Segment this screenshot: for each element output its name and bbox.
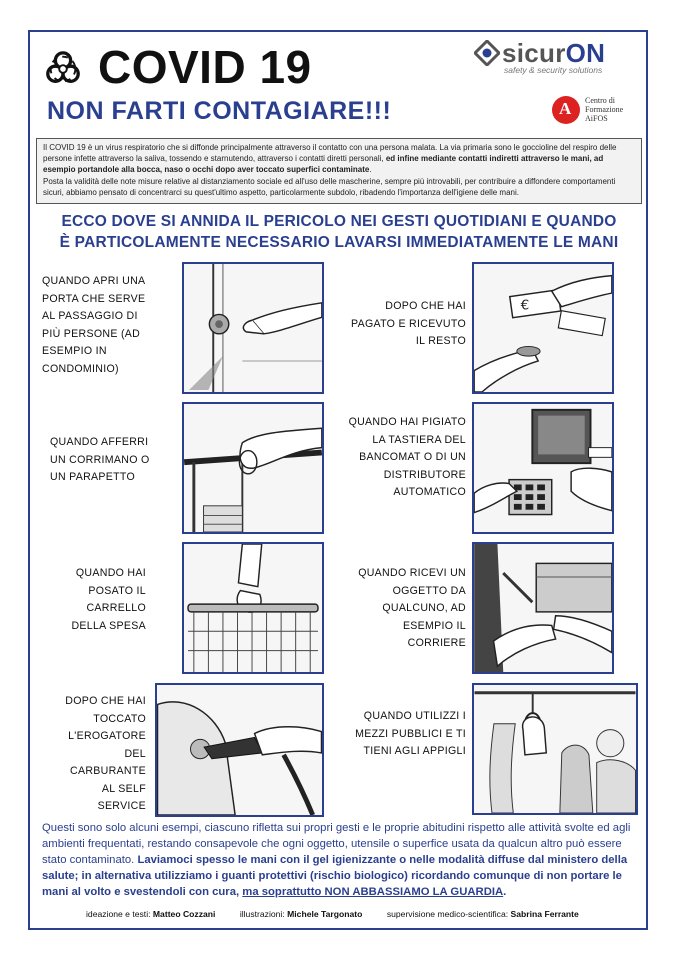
- credit-sup-author: Sabrina Ferrante: [510, 909, 579, 919]
- illustration-door: [182, 262, 324, 394]
- svg-text:€: €: [520, 297, 530, 314]
- intro-text-1: Il COVID 19 è un virus respiratorio che si diffonde principalmente attraverso il contatto con una persona malata. La via primaria sono le goccioline del respiro delle persone infette attraverso la saliva, tossendo e starnutendo, attraverso i contatti diretti personali,: [43, 143, 617, 164]
- page-subtitle: NON FARTI CONTAGIARE!!!: [47, 97, 392, 125]
- intro-box: [36, 138, 642, 204]
- illustration-transport: [472, 683, 638, 815]
- aifos-logo: [552, 96, 632, 132]
- credit-sup-label: supervisione medico-scientifica:: [386, 909, 511, 919]
- illustration-payment: [472, 262, 614, 394]
- credits: [86, 909, 579, 919]
- credit-text-author: Matteo Cozzani: [152, 909, 216, 919]
- caption-transport: QUANDO UTILIZZI I MEZZI PUBBLICI E TI TIENI AGLI APPIGLI: [355, 710, 466, 757]
- footer-text-bold: Laviamoci spesso le mani con il gel igienizzante o nelle modalità diffuse dal ministero della salute; in alternativa utilizziamo i guanti protettivi (rischio biologico) ricordando comunque di non portare le mani al volto e svestendoli con cura,: [42, 854, 628, 898]
- caption-payment: DOPO CHE HAI PAGATO E RICEVUTO IL RESTO: [351, 300, 466, 347]
- illustration-courier: [472, 542, 614, 674]
- sicuron-tagline: safety & security solutions: [504, 65, 603, 75]
- credit-illus-author: Michele Targonato: [287, 909, 363, 919]
- illustration-handrail: [182, 402, 324, 534]
- sicuron-logo: [474, 40, 634, 76]
- sicuron-mark-icon: [474, 40, 500, 66]
- credit-illus-label: illustrazioni:: [239, 909, 288, 919]
- footer-text-plain: Questi sono solo alcuni esempi, ciascuno rifletta sui propri gesti e le proprie abitudini rispetto alle attività svolte ed agli ambienti frequentati, restando consapevole che ogni oggetto, utensile o superfice usata da qualcun altro può essere stato contaminato.: [42, 822, 631, 866]
- page-title: COVID 19: [98, 41, 312, 93]
- footer-text: [42, 820, 638, 900]
- illustration-atm: [472, 402, 614, 534]
- aifos-mark-icon: [552, 96, 580, 124]
- caption-handrail: QUANDO AFFERRI UN CORRIMANO O UN PARAPETTO: [50, 436, 150, 483]
- intro-text-end: .: [369, 165, 372, 175]
- section-heading: [36, 211, 642, 253]
- brand-primary: sicur: [502, 38, 566, 68]
- caption-courier: QUANDO RICEVI UN OGGETTO DA QUALCUNO, AD ESEMPIO IL CORRIERE: [358, 567, 466, 649]
- credit-text-label: ideazione e testi:: [86, 909, 153, 919]
- brand-accent: ON: [565, 38, 606, 68]
- heading-line-2: È PARTICOLAMENTE NECESSARIO LAVARSI IMMEDIATAMENTE LE MANI: [59, 234, 619, 251]
- biohazard-icon: [44, 50, 82, 88]
- footer-text-end: .: [503, 886, 507, 898]
- footer-text-underlined: ma soprattutto NON ABBASSIAMO LA GUARDIA: [242, 886, 504, 898]
- illustration-fuel: [155, 683, 324, 817]
- intro-text-bold: ed infine mediante contatti indiretti attraverso le mani, ad esempio portandole alla bocca, naso o occhi dopo aver toccato superfici contaminate: [43, 154, 604, 175]
- intro-text-2: Posta la validità delle note misure relative al distanziamento sociale ed all'uso delle mascherine, sempre più introvabili, per contribuire a diffondere comportamenti sicuri, abbiamo pensato di concentrarci su quest'ultimo aspetto, particolarmente subdolo, ribadendo l'importanza dell'igiene delle mani.: [43, 176, 616, 197]
- caption-fuel: DOPO CHE HAI TOCCATO L'EROGATORE DEL CARBURANTE AL SELF SERVICE: [65, 695, 146, 812]
- aifos-name: Centro di Formazione AiFOS: [585, 96, 624, 123]
- aifos-initial: A: [559, 99, 572, 118]
- caption-cart: QUANDO HAI POSATO IL CARRELLO DELLA SPESA: [71, 567, 146, 632]
- caption-atm: QUANDO HAI PIGIATO LA TASTIERA DEL BANCOMAT O DI UN DISTRIBUTORE AUTOMATICO: [348, 416, 466, 498]
- heading-line-1: ECCO DOVE SI ANNIDA IL PERICOLO NEI GESTI QUOTIDIANI E QUANDO: [61, 213, 617, 230]
- caption-door: QUANDO APRI UNA PORTA CHE SERVE AL PASSAGGIO DI PIÙ PERSONE (AD ESEMPIO IN CONDOMINIO): [42, 275, 146, 375]
- illustration-cart: [182, 542, 324, 674]
